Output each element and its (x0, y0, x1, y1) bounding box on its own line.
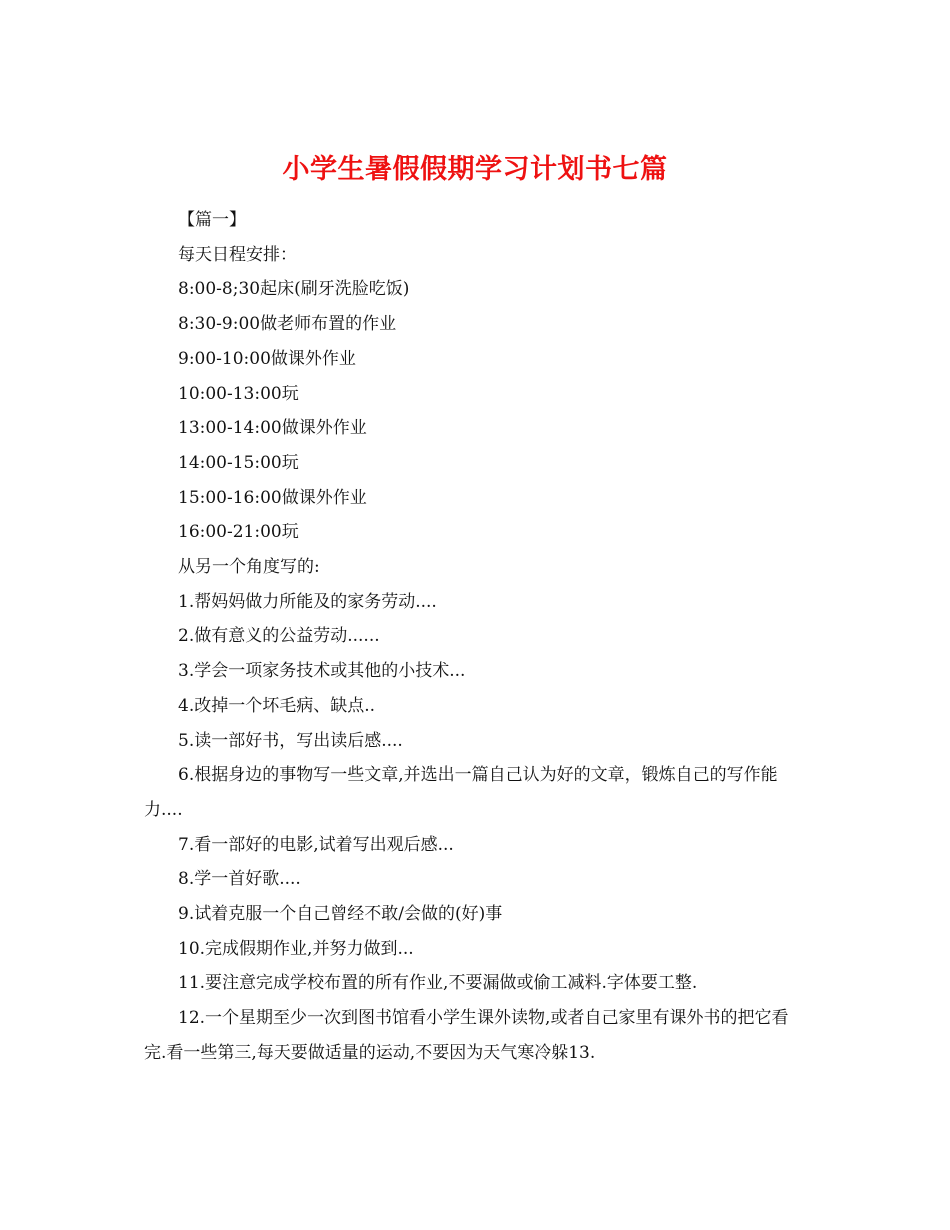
plan-item: 9.试着克服一个自己曾经不敢/会做的(好)事 (178, 904, 503, 925)
alternative-heading: 从另一个角度写的: (178, 557, 320, 578)
schedule-item: 14:00-15:00玩 (178, 452, 299, 473)
schedule-item: 15:00-16:00做课外作业 (178, 487, 367, 508)
schedule-item: 10:00-13:00玩 (178, 383, 299, 404)
document-body (144, 203, 809, 1071)
schedule-item: 9:00-10:00做课外作业 (178, 348, 356, 369)
plan-item: 2.做有意义的公益劳动...... (178, 626, 380, 647)
plan-item: 3.学会一项家务技术或其他的小技术... (178, 661, 466, 682)
plan-item: 10.完成假期作业,并努力做到... (178, 938, 414, 959)
plan-item: 7.看一部好的电影,试着写出观后感... (178, 834, 454, 855)
section-heading: 【篇一】 (178, 210, 246, 230)
schedule-item: 8:00-8;30起床(刷牙洗脸吃饭) (178, 279, 410, 300)
plan-item: 11.要注意完成学校布置的所有作业,不要漏做或偷工减料.字体要工整. (178, 973, 698, 994)
schedule-item: 16:00-21:00玩 (178, 522, 299, 543)
plan-item: 5.读一部好书，写出读后感.... (178, 730, 403, 751)
plan-item: 4.改掉一个坏毛病、缺点.. (178, 695, 376, 716)
schedule-item: 8:30-9:00做老师布置的作业 (178, 314, 397, 335)
schedule-heading: 每天日程安排： (178, 244, 297, 265)
plan-item: 6.根据身边的事物写一些文章,并选出一篇自己认为好的文章，锻炼自己的写作能力.... (144, 765, 778, 820)
plan-item: 8.学一首好歌.... (178, 869, 301, 890)
schedule-item: 13:00-14:00做课外作业 (178, 418, 367, 439)
document-title: 小学生暑假假期学习计划书七篇 (282, 154, 668, 186)
plan-item: 12.一个星期至少一次到图书馆看小学生课外读物,或者自己家里有课外书的把它看完.看一些第三,每天要做适量的运动,不要因为天气寒冷躲13. (144, 1008, 789, 1063)
plan-item: 1.帮妈妈做力所能及的家务劳动.... (178, 591, 437, 612)
